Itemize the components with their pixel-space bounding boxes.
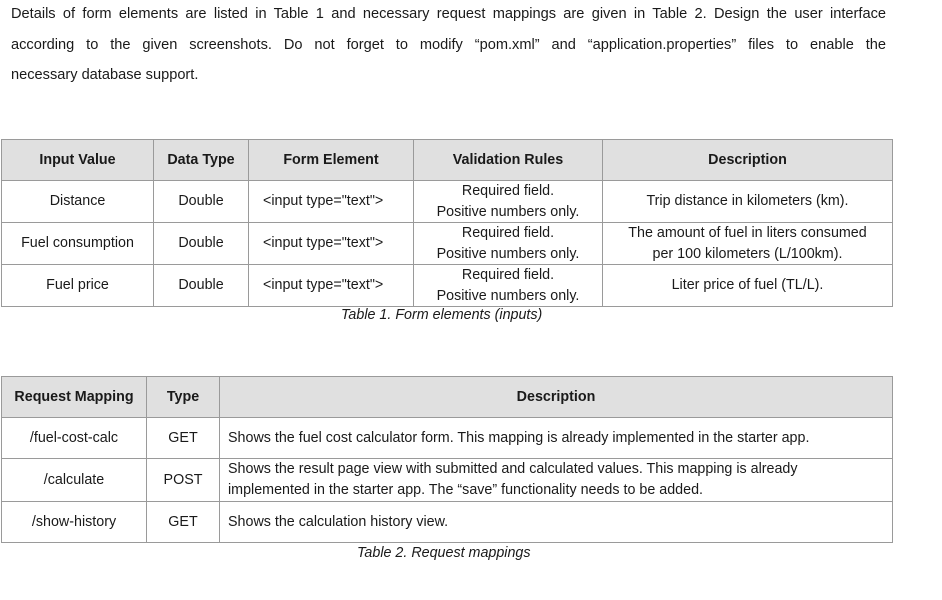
table-row <box>2 223 893 265</box>
type-cell: POST <box>147 459 220 502</box>
mapping-cell: /show-history <box>2 502 147 543</box>
description-cell <box>603 223 893 265</box>
table-row <box>2 502 893 543</box>
column-header: Request Mapping <box>2 377 147 418</box>
description-line: Shows the result page view with submitted and calculated values. This mapping is already <box>228 461 798 477</box>
table-row <box>2 181 893 223</box>
column-header: Data Type <box>154 140 249 181</box>
description-line: The amount of fuel in liters consumed <box>628 225 867 241</box>
rule-line: Required field. <box>461 225 555 241</box>
description-line: Trip distance in kilometers (km). <box>646 193 849 210</box>
column-header: Description <box>220 377 893 418</box>
table-row <box>2 459 893 502</box>
intro-line: according to the given screenshots. Do not forget to modify “pom.xml” and “application.properties” files to enable the <box>11 36 886 53</box>
column-header: Validation Rules <box>414 140 603 181</box>
type-cell: GET <box>147 418 220 459</box>
description-line: Shows the calculation history view. <box>228 513 449 530</box>
description-cell <box>220 459 893 502</box>
form-element-cell: <input type="text"> <box>249 265 414 307</box>
validation-rules-cell <box>414 265 603 307</box>
rule-line: Positive numbers only. <box>436 287 580 304</box>
request-mappings-table <box>1 376 893 543</box>
description-cell <box>603 181 893 223</box>
intro-line: necessary database support. <box>11 67 199 83</box>
mapping-cell: /calculate <box>2 459 147 502</box>
validation-rules-cell <box>414 223 603 265</box>
input-value-cell: Fuel consumption <box>2 223 154 265</box>
table-row <box>2 265 893 307</box>
column-header: Description <box>603 140 893 181</box>
table-row <box>2 418 893 459</box>
validation-rules-cell <box>414 181 603 223</box>
description-line: Shows the fuel cost calculator form. This mapping is already implemented in the starter app. <box>228 429 810 446</box>
column-header: Type <box>147 377 220 418</box>
table-header-row <box>2 140 893 181</box>
data-type-cell: Double <box>154 265 249 307</box>
form-element-cell: <input type="text"> <box>249 223 414 265</box>
column-header: Input Value <box>2 140 154 181</box>
rule-line: Required field. <box>461 267 555 283</box>
description-line: implemented in the starter app. The “save” functionality needs to be added. <box>228 482 703 498</box>
mapping-cell: /fuel-cost-calc <box>2 418 147 459</box>
description-line: Liter price of fuel (TL/L). <box>671 277 824 294</box>
intro-line: Details of form elements are listed in Table 1 and necessary request mappings are given in Table 2. Design the user interface <box>11 6 886 22</box>
description-cell <box>220 418 893 459</box>
table-2-caption: Table 2. Request mappings <box>357 545 531 561</box>
description-cell <box>603 265 893 307</box>
data-type-cell: Double <box>154 181 249 223</box>
type-cell: GET <box>147 502 220 543</box>
input-value-cell: Fuel price <box>2 265 154 307</box>
description-cell <box>220 502 893 543</box>
data-type-cell: Double <box>154 223 249 265</box>
form-element-cell: <input type="text"> <box>249 181 414 223</box>
table-header-row <box>2 377 893 418</box>
rule-line: Positive numbers only. <box>436 203 580 220</box>
input-value-cell: Distance <box>2 181 154 223</box>
form-elements-table <box>1 139 893 307</box>
description-line: per 100 kilometers (L/100km). <box>652 245 843 262</box>
rule-line: Positive numbers only. <box>436 245 580 262</box>
table-1-caption: Table 1. Form elements (inputs) <box>341 307 543 323</box>
intro-paragraph <box>11 0 886 91</box>
rule-line: Required field. <box>461 183 555 199</box>
column-header: Form Element <box>249 140 414 181</box>
